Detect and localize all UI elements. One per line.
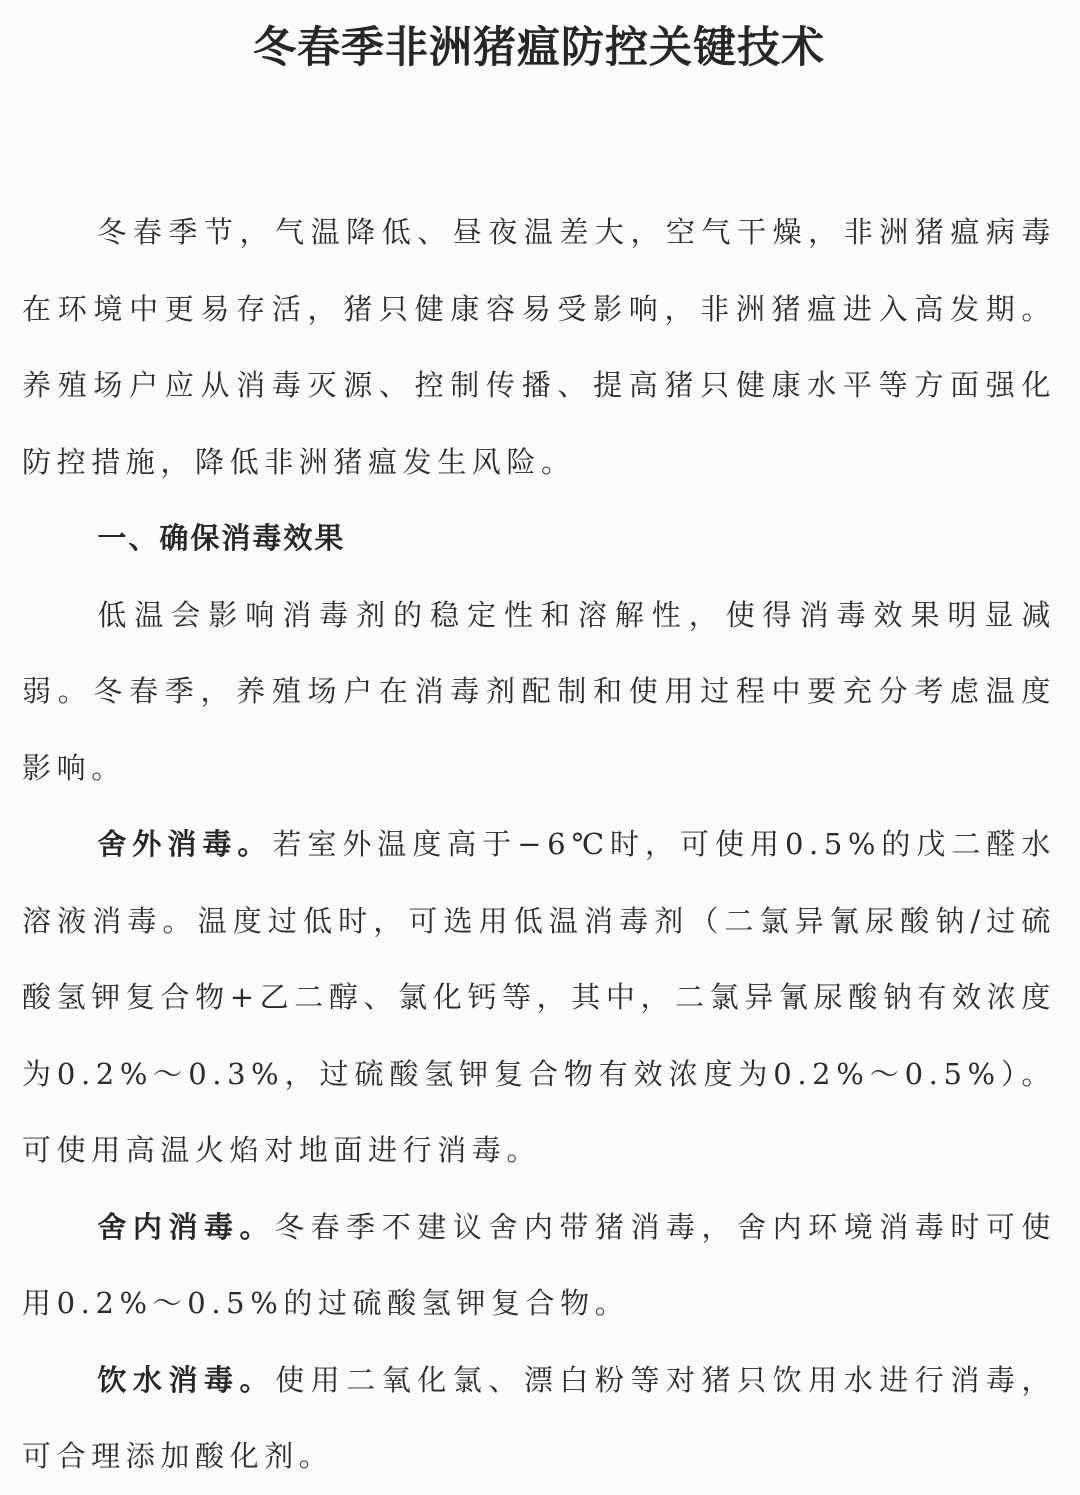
outdoor-disinfection-text: 若室外温度高于−6℃时，可使用0.5%的戊二醛水溶液消毒。温度过低时，可选用低温消毒剂（二氯异氰尿酸钠/过硫酸氢钾复合物+乙二醇、氯化钙等，其中，二氯异氰尿酸钠有效浓度为0.2%～0.3%，过硫酸氢钾复合物有效浓度为0.2%～0.5%）。可使用高温火焰对地面进行消毒。 [22, 827, 1056, 1167]
article-body [22, 194, 1056, 1495]
indoor-disinfection-paragraph [22, 1189, 1056, 1342]
indoor-disinfection-text: 冬春季不建议舍内带猪消毒，舍内环境消毒时可使用0.2%～0.5%的过硫酸氢钾复合物。 [22, 1209, 1056, 1320]
section-heading-disinfection: 一、确保消毒效果 [97, 521, 346, 555]
water-disinfection-paragraph [22, 1342, 1056, 1495]
outdoor-disinfection-lead: 舍外消毒。 [97, 827, 273, 861]
indoor-disinfection-lead: 舍内消毒。 [97, 1209, 276, 1244]
water-disinfection-text: 使用二氧化氯、漂白粉等对猪只饮用水进行消毒，可合理添加酸化剂。 [22, 1362, 1056, 1473]
article-title: 冬春季非洲猪瘟防控关键技术 [253, 23, 825, 73]
intro-paragraph: 冬春季节，气温降低、昼夜温差大，空气干燥，非洲猪瘟病毒在环境中更易存活，猪只健康容易受影响，非洲猪瘟进入高发期。养殖场户应从消毒灭源、控制传播、提高猪只健康水平等方面强化防控措施，降低非洲猪瘟发生风险。 [22, 215, 1056, 479]
section-paragraph-disinfection: 低温会影响消毒剂的稳定性和溶解性，使得消毒效果明显减弱。冬春季，养殖场户在消毒剂配制和使用过程中要充分考虑温度影响。 [22, 597, 1056, 785]
outdoor-disinfection-paragraph [22, 806, 1056, 1189]
water-disinfection-lead: 饮水消毒。 [97, 1362, 276, 1397]
